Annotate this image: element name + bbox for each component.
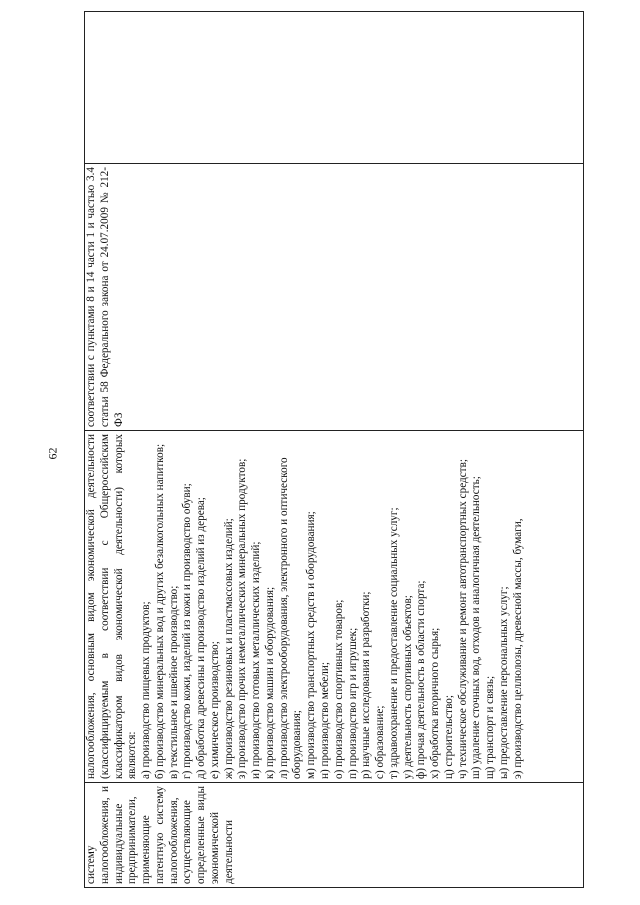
activity-list-item: е) химическое производство; [208, 641, 221, 779]
activity-list-item: з) производство прочих неметаллических минеральных продуктов; [236, 458, 249, 779]
activity-list-item: о) производство спортивных товаров; [332, 599, 345, 779]
activity-list-item: ч) техническое обслуживание и ремонт автотранспортных средств; [456, 459, 469, 779]
activity-list-item: э) производство целлюлозы, древесной массы, бумаги, [511, 518, 524, 779]
activity-list-item: н) производство мебели; [319, 662, 332, 779]
page-number: 62 [45, 447, 60, 460]
rotated-table-inner [84, 40, 584, 888]
taxpayer-category-text: системy налогообложения, и индивидуальные предприниматели, применяющие патентную систему налогообложения, осуществляющие определенные виды экономической деятельности [85, 786, 235, 884]
activity-types-cell [85, 431, 584, 783]
activity-list-item: ш) удаление сточных вод, отходов и аналогичная деятельность; [470, 476, 483, 779]
empty-cell [85, 12, 584, 164]
activity-list-item: щ) транспорт и связь; [484, 675, 497, 779]
activity-list-item: м) производство транспортных средств и оборудования; [305, 511, 318, 779]
legal-basis-text: соответствии с пунктами 8 и 14 части 1 и частью 3.4 статьи 58 Федерального закона от 24.07.2009 № 212-ФЗ [85, 167, 125, 427]
activity-list-item: р) научные исследования и разработки; [360, 591, 373, 779]
taxpayer-category-cell [85, 783, 584, 888]
activity-list-item: б) производство минеральных вод и других безалкогольных напитков; [153, 443, 166, 779]
activity-list-item: к) производство машин и оборудования; [263, 586, 276, 779]
activity-list-item: д) обработка древесины и производство изделий из дерева; [195, 497, 208, 779]
activity-list-item: х) обработка вторичного сырья; [429, 627, 442, 779]
activity-list-item: л) производство электрооборудования, электронного и оптического оборудования; [277, 457, 304, 779]
activity-list-item: а) производство пищевых продуктов; [140, 601, 153, 779]
table-row [85, 12, 584, 888]
activity-list-item: ф) прочая деятельность в области спорта; [415, 580, 428, 779]
activity-list-item: с) образование; [374, 705, 387, 779]
activity-list-item: ц) строительство; [442, 695, 455, 779]
activity-list-item: г) производство кожи, изделий из кожи и производство обуви; [181, 483, 194, 779]
activity-list-item: ы) предоставление персональных услуг; [497, 586, 510, 779]
activity-list-item: п) производство игр и игрушек; [346, 627, 359, 779]
activity-types-list [140, 434, 525, 779]
activity-list-item: и) производство готовых металлических изделий; [250, 541, 263, 779]
regulation-table [84, 11, 584, 888]
activity-types-intro: налогообложения, основным видом экономической деятельности (классифицируемым в соответствии с Общероссийским классификатором видов экономической деятельности) которых являются: [85, 434, 139, 779]
activity-list-item: т) здравоохранение и предоставление социальных услуг; [387, 507, 400, 779]
activity-list-item: в) текстильное и швейное производство; [167, 585, 180, 779]
rotated-table-wrapper [84, 40, 584, 888]
activity-list-item: ж) производство резиновых и пластмассовых изделий; [222, 518, 235, 779]
legal-basis-cell [85, 164, 584, 431]
activity-list-item: у) деятельность спортивных объектов; [401, 595, 414, 779]
